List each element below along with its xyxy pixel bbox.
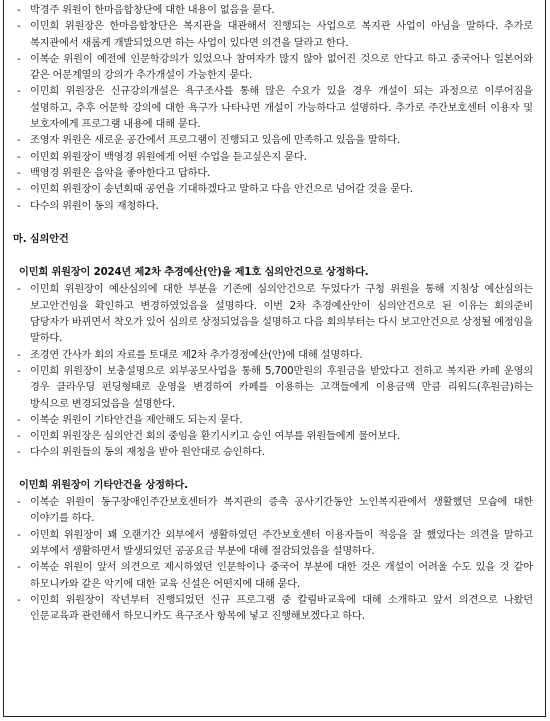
- list-item: [17, 560, 533, 593]
- bullet-dash: -: [17, 431, 21, 443]
- bullet-dash: -: [17, 562, 21, 574]
- list-item: [17, 182, 533, 198]
- agenda-2-list: [17, 495, 533, 625]
- discussion-list: [17, 3, 533, 215]
- list-item: [17, 133, 533, 149]
- item-text: 이민희 위원장이 꽤 오랜기간 외부에서 생활하였던 주간보호센터 이용자들이 적응을 잘 했었다는 의견을 말하고 외부에서 생활하면서 발생되었던 공공요금 부분에 대해 절감되었음을 설명하다.: [30, 529, 533, 557]
- item-text: 이복순 위원이 예전에 인문학강의가 있었으나 참여자가 많지 않아 없어진 것으로 안다고 하고 중국어나 일본어와 같은 어문계열의 강의가 추가개설이 가능한지 묻다.: [30, 53, 533, 82]
- item-text: 박경주 위원이 한마음합창단에 대한 내용이 없음을 묻다.: [30, 5, 275, 16]
- item-text: 이민희 위원장은 심의안건 회의 중임을 환기시키고 승인 여부를 위원들에게 물어보다.: [30, 431, 401, 443]
- list-item: [17, 429, 533, 445]
- item-text: 이민희 위원장이 백영경 위원에게 어떤 수업을 듣고싶은지 묻다.: [30, 151, 307, 163]
- minutes-content: [13, 3, 533, 625]
- section-title: 마. 심의안건: [13, 233, 69, 245]
- bullet-dash: -: [17, 53, 21, 65]
- list-item: [17, 495, 533, 528]
- bullet-dash: -: [17, 497, 21, 509]
- bullet-dash: -: [17, 414, 21, 426]
- bullet-dash: -: [17, 21, 21, 33]
- item-text: 이복순 위원이 앞서 의견으로 제시하였던 인문학이나 중국어 부분에 대한 것은 개설이 어려울 수도 있을 것 같아 하모니카와 같은 악기에 대한 교육 신설은 어떤지에 대해 묻다.: [30, 562, 533, 590]
- bullet-dash: -: [17, 184, 21, 196]
- list-item: [17, 445, 533, 461]
- list-item: [17, 348, 533, 364]
- bullet-dash: -: [17, 135, 21, 147]
- bullet-dash: -: [17, 200, 21, 212]
- bullet-dash: -: [17, 594, 21, 606]
- list-item: [17, 413, 533, 429]
- bullet-dash: -: [17, 284, 21, 296]
- bullet-dash: -: [17, 86, 21, 98]
- agenda-1-heading: 이민희 위원장이 2024년 제2차 추경예산(안)을 제1호 심의안건으로 상정하다.: [19, 267, 369, 279]
- list-item: [17, 364, 533, 413]
- item-text: 이민희 위원장은 신규강의개설은 욕구조사를 통해 많은 수요가 있을 경우 개설이 되는 과정으로 이루어짐을 설명하고, 추후 어문학 강의에 대한 욕구가 나타나면 개설이 가능하다고 설명하다. 추가로 주간보호센터 이용자 및 보호자에게 프로그램 내용에 대해 묻다.: [30, 86, 533, 131]
- list-item: [17, 593, 533, 626]
- item-text: 이민희 위원장이 작년부터 진행되었던 신규 프로그램 중 칼림바교육에 대해 소개하고 앞서 의견으로 나왔던 인문교육과 관련해서 하모니카도 욕구조사 항목에 넣고 진행해보겠다고 하다.: [30, 594, 533, 623]
- list-item: [17, 166, 533, 182]
- item-text: 이복순 위원이 기타안건을 제안해도 되는지 묻다.: [30, 414, 243, 426]
- item-text: 다수의 위원들의 동의 재청을 받아 원안대로 승인하다.: [30, 447, 265, 459]
- item-text: 이민희 위원장이 송년회때 공연을 기대하겠다고 말하고 다음 안건으로 넘어갈 것을 묻다.: [30, 184, 413, 196]
- item-text: 다수의 위원이 동의 재청하다.: [30, 200, 159, 212]
- item-text: 이민희 위원장은 한마음합창단은 복지관을 대관해서 진행되는 사업으로 복지관 사업이 아님을 말하다. 추가로 복지관에서 새롭게 개발되었으면 하는 사업이 있다면 의견을 달라고 한다.: [30, 21, 533, 49]
- list-item: [17, 199, 533, 215]
- agenda-1-list: [17, 282, 533, 461]
- bullet-dash: -: [17, 151, 21, 163]
- bullet-dash: -: [17, 365, 21, 377]
- item-text: 이민희 위원장이 보충설명으로 외부공모사업을 통해 5,700만원의 후원금을 받았다고 전하고 복지관 카페 운영의 경우 클라우딩 펀딩형태로 운영을 변경하여 카페를 이용하는 고객들에게 이용금액 만큼 리워드(후원금)하는 방식으로 변경되었음을 설명한다.: [30, 365, 533, 410]
- item-text: 조영자 위원은 새로운 공간에서 프로그램이 진행되고 있음에 만족하고 있음을 말하다.: [30, 135, 401, 147]
- bullet-dash: -: [17, 447, 21, 459]
- item-text: 이민희 위원장이 예산심의에 대한 부분을 기존에 심의안건으로 두었다가 구청 위원을 통해 지침상 예산심의는 보고안건임을 확인하고 변경하였었음을 설명하다. 이번 2차 추경예산안이 심의안건으로 된 이유는 회의준비 담당자가 바뀌면서 착오가 있어 심의로 상정되었음을 설명하고 다음 회의부터는 다시 보고안건으로 상정될 예정임을 말하다.: [30, 284, 533, 345]
- list-item: [17, 282, 533, 347]
- item-text: 백영경 위원은 음악을 좋아한다고 답하다.: [30, 167, 211, 179]
- bullet-dash: -: [17, 167, 21, 179]
- list-item: [17, 84, 533, 133]
- agenda-2-heading: 이민희 위원장이 기타안건을 상정하다.: [19, 479, 188, 491]
- bullet-dash: -: [17, 529, 21, 541]
- item-text: 조경연 간사가 회의 자료를 토대로 제2차 추가경정예산(안)에 대해 설명하다.: [30, 349, 363, 361]
- spacer: [17, 462, 533, 478]
- bullet-dash: -: [17, 5, 21, 16]
- list-item: [17, 19, 533, 52]
- list-item: [17, 3, 533, 19]
- list-item: [17, 528, 533, 561]
- item-text: 이복순 위원이 동구장애인주간보호센터가 복지관의 증축 공사기간동안 노인복지관에서 생활했던 모습에 대한 이야기를 하다.: [30, 497, 533, 525]
- list-item: [17, 52, 533, 85]
- bullet-dash: -: [17, 349, 21, 361]
- list-item: [17, 150, 533, 166]
